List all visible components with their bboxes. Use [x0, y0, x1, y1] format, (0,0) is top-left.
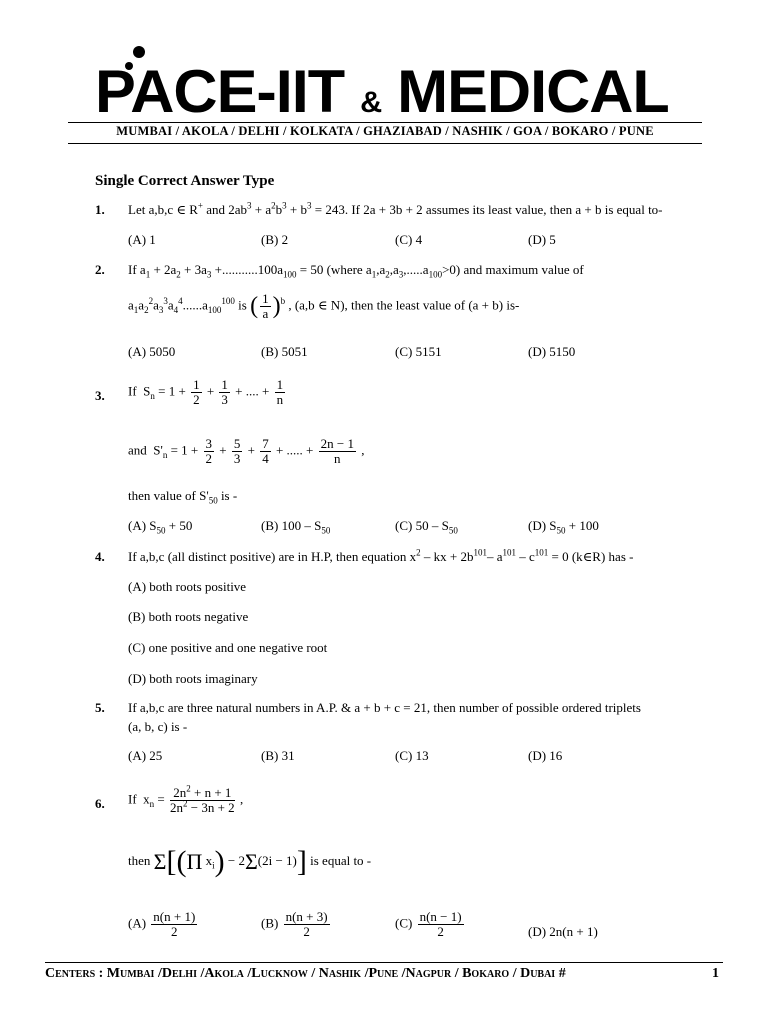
- q1-option-c: (C) 4: [395, 232, 423, 247]
- q3-sn-formula: If $S_n = 1$ + $\frac{1}{2}$ + $\frac{1}{3}$ + .... + $\frac{1}{n}$: [128, 377, 284, 407]
- section-title: Single Correct Answer Type: [95, 173, 275, 189]
- q6-number: 6.: [95, 796, 105, 811]
- page-number: 1: [712, 966, 719, 981]
- q5-option-b: (B) 31: [261, 748, 295, 763]
- footer-rule: [45, 962, 723, 963]
- q5-text-line2: (a, b, c) is -: [128, 719, 188, 734]
- q2-text-line2: $a_1a_2^2a_3^3a_4^4......a_{100}^{100}$ is ( $\frac{1}{a}$ )$^b$ , (a,b ∈ N), then the least value of (a + b) is-: [128, 291, 520, 321]
- q3-option-b: (B) $100 - S_{50}$: [261, 518, 331, 536]
- q3-then-text: then value of $S'_{50}$ is -: [128, 488, 238, 506]
- q6-option-b: (B) $\frac{n(n + 3)}{2}$: [261, 909, 328, 939]
- q2-option-c: (C) 5151: [395, 344, 442, 359]
- q5-option-d: (D) 16: [528, 748, 563, 763]
- logo-wordmark: PACE-IIT & MEDICAL: [95, 58, 669, 125]
- q6-xn-formula: If $x_n$ = $\frac{2n^2 + n + 1}{2n^2 - 3n + 2}$ ,: [128, 783, 244, 815]
- q6-option-d: (D) 2n(n + 1): [528, 924, 598, 939]
- q2-option-d: (D) 5150: [528, 344, 576, 359]
- q1-option-a: (A) 1: [128, 232, 156, 247]
- header-rule-bottom: [68, 143, 702, 144]
- q2-option-a: (A) 5050: [128, 344, 176, 359]
- q2-option-b: (B) 5051: [261, 344, 308, 359]
- q3-snprime-formula: and $S'_n = 1$ + $\frac{3}{2}$ + $\frac{5}{3}$ + $\frac{7}{4}$ + ..... + $\frac{2n - 1}{n}$ ,: [128, 436, 365, 466]
- q2-number: 2.: [95, 262, 105, 277]
- q6-sum-formula: then Σ[(Π $x_i) - 2\Sigma(2i - 1)$] is equal to -: [128, 845, 372, 878]
- q3-option-c: (C) $50 - S_{50}$: [395, 518, 458, 536]
- header-rule-top: [68, 122, 702, 123]
- q3-option-a: (A) $S_{50} + 50$: [128, 518, 193, 536]
- q6-option-a: (A) $\frac{n(n + 1)}{2}$: [128, 909, 196, 939]
- q4-option-b: (B) both roots negative: [128, 609, 249, 624]
- q4-option-d: (D) both roots imaginary: [128, 671, 258, 686]
- q5-text-line1: If a,b,c are three natural numbers in A.P. & a + b + c = 21, then number of possible ordered triplets: [128, 700, 641, 715]
- q1-text: Let a,b,c ∈ R+ and $2ab^3 + a^2b^3 + b^3 = 243$. If 2a + 3b + 2 assumes its least value, then a + b is equal to-: [128, 200, 663, 217]
- q5-option-a: (A) 25: [128, 748, 163, 763]
- q4-text: If a,b,c (all distinct positive) are in H.P, then equation $x^2$ – kx + $2b^{101}-$ $a^{101} - c^{101} = 0$ (k∈R) has -: [128, 547, 634, 564]
- q3-option-d: (D) $S_{50} + 100$: [528, 518, 599, 536]
- q4-option-c: (C) one positive and one negative root: [128, 640, 328, 655]
- q3-number: 3.: [95, 388, 105, 403]
- q2-text-line1: If $a_1 + 2a_2 + 3a_3 +...........100a_{100} = 50$ (where $a_1,a_2,a_3,.....a_{100}>0$) and maximum value of: [128, 262, 584, 280]
- q4-option-a: (A) both roots positive: [128, 579, 247, 594]
- header-cities: MUMBAI / AKOLA / DELHI / KOLKATA / GHAZIABAD / NASHIK / GOA / BOKARO / PUNE: [116, 124, 654, 138]
- q1-option-b: (B) 2: [261, 232, 289, 247]
- q5-option-c: (C) 13: [395, 748, 429, 763]
- q5-number: 5.: [95, 700, 105, 715]
- q6-option-c: (C) $\frac{n(n - 1)}{2}$: [395, 909, 462, 939]
- q1-option-d: (D) 5: [528, 232, 556, 247]
- q4-number: 4.: [95, 549, 105, 564]
- pace-logo: [95, 44, 675, 124]
- footer-centers: Centers : Mumbai /Delhi /Akola /Lucknow / Nashik /Pune /Nagpur / Bokaro / Dubai #: [45, 966, 566, 981]
- q1-number: 1.: [95, 202, 105, 217]
